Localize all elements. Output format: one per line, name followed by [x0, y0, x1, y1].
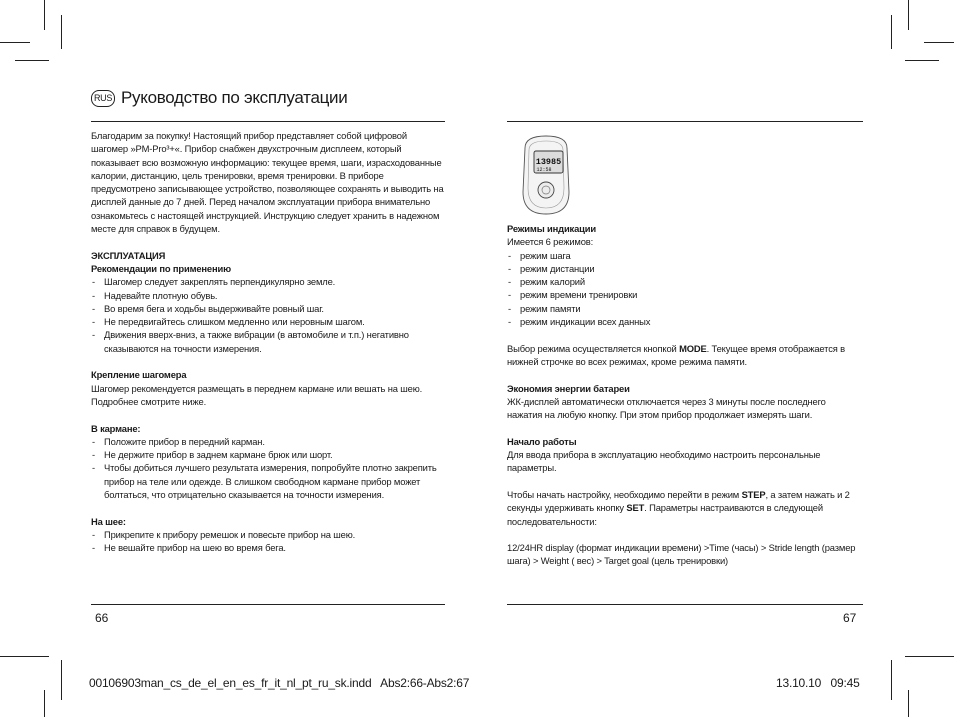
left-bottom-rule	[91, 604, 445, 605]
mounting-heading: Крепление шагомера	[91, 369, 187, 381]
modes-heading: Режимы индикации	[507, 223, 597, 234]
crop-mark	[15, 656, 49, 657]
setup-sequence: 12/24HR display (формат индикации времени) >Time (часы) > Stride length (размер шага) > Weight ( вес) > Target goal (цель тренировки)	[507, 542, 856, 567]
start-text: Для ввода прибора в эксплуатацию необходимо настроить персональные параметры.	[507, 449, 821, 474]
left-column	[91, 129, 445, 555]
list-item: - режим индикации всех данных	[508, 316, 651, 328]
footer-filename: 00106903man_cs_de_el_en_es_fr_it_nl_pt_ru_sk.indd Abs2:66-Abs2:67	[89, 676, 470, 690]
list-item: - Не вешайте прибор на шею во время бега.	[92, 542, 286, 554]
list-item: - режим калорий	[508, 276, 585, 288]
list-item: - режим шага	[508, 249, 571, 261]
device-display-time: 12:58	[536, 167, 552, 173]
recommendations-heading: Рекомендации по применению	[91, 262, 231, 274]
modes-intro: Имеется 6 режимов:	[507, 236, 594, 248]
section-title: ЭКСПЛУАТАЦИЯ	[91, 249, 166, 261]
left-top-rule	[91, 121, 445, 122]
intro-paragraph: Благодарим за покупку! Настоящий прибор представляет собой цифровой шагомер »PM-Pro³+«. Прибор снабжен двухстрочным дисплеем, который показывает всю возможную информацию: текущее время, шаги, израсходованные калории, дистанцию, цель тренировки, время тренировки. В приборе предусмотрено записывающее устройство, позволяющее сохранять и выводить на дисплей данные до 7 дней. Перед началом эксплуатации прибора внимательно ознакомьтесь с настоящей инструкцией. Инструкцию следует хранить в надежном месте для справок в будущем.	[91, 130, 444, 235]
list-item: - Не передвигайтесь слишком медленно или неровным шагом.	[92, 316, 365, 328]
mounting-text: Шагомер рекомендуется размещать в переднем кармане или вешать на шею. Подробнее смотрите ниже.	[91, 382, 423, 407]
battery-heading: Экономия энергии батареи	[507, 382, 630, 394]
crop-mark	[61, 660, 62, 700]
crop-mark	[44, 0, 45, 30]
device-display-steps: 13985	[535, 157, 562, 167]
language-badge: RUS	[91, 90, 115, 107]
crop-mark	[908, 0, 909, 30]
crop-mark	[905, 60, 939, 61]
crop-mark	[924, 42, 954, 43]
page-number-right: 67	[843, 611, 857, 625]
list-item: - Во время бега и ходьбы выдерживайте ровный шаг.	[92, 302, 324, 314]
crop-mark	[891, 660, 892, 700]
neck-heading: На шее:	[91, 515, 126, 527]
right-top-rule	[507, 121, 863, 122]
setup-text: Чтобы начать настройку, необходимо перейти в режим STEP, а затем нажать и 2 секунды удерживать кнопку SET. Параметры настраиваются в следующей последовательности:	[507, 488, 850, 527]
list-item: - Чтобы добиться лучшего результата измерения, попробуйте плотно закрепить прибор на теле или одежде. В слишком свободном кармане прибор может болтаться, что отрицательно сказывается на точности измерения.	[92, 462, 437, 501]
page-number-left: 66	[95, 611, 109, 625]
start-heading: Начало работы	[507, 435, 577, 447]
list-item: - Не держите прибор в заднем кармане брюк или шорт.	[92, 449, 333, 461]
footer-datetime: 13.10.10 09:45	[776, 676, 860, 690]
list-item: - Шагомер следует закреплять перпендикулярно земле.	[92, 276, 336, 288]
battery-text: ЖК-дисплей автоматически отключается через 3 минуты после последнего нажатия на любую кнопку. При этом прибор продолжает измерять шаги.	[507, 395, 826, 421]
crop-mark	[0, 42, 30, 43]
list-item: - режим памяти	[508, 302, 581, 314]
crop-mark	[908, 690, 909, 717]
page-title: Руководство по эксплуатации	[121, 88, 348, 107]
list-item: - Надевайте плотную обувь.	[92, 289, 218, 301]
list-item: - Движения вверх-вниз, а также вибрации (в автомобиле и т.п.) негативно сказываются на точности измерения.	[92, 329, 409, 354]
list-item: - Положите прибор в передний карман.	[92, 435, 265, 447]
mode-selection-text: Выбор режима осуществляется кнопкой MODE. Текущее время отображается в нижней строчке во всех режимах, кроме режима памяти.	[507, 342, 845, 367]
crop-mark	[61, 15, 62, 49]
pocket-heading: В кармане:	[91, 422, 141, 434]
list-item: - режим времени тренировки	[508, 289, 638, 301]
list-item: - Прикрепите к прибору ремешок и повесьте прибор на шею.	[92, 528, 356, 540]
right-column	[507, 222, 863, 568]
list-item: - режим дистанции	[508, 262, 595, 274]
page-header	[91, 88, 347, 108]
crop-mark	[905, 656, 939, 657]
right-bottom-rule	[507, 604, 863, 605]
pedometer-illustration	[515, 130, 577, 218]
crop-mark	[44, 690, 45, 717]
crop-mark	[891, 15, 892, 49]
crop-mark	[15, 60, 49, 61]
